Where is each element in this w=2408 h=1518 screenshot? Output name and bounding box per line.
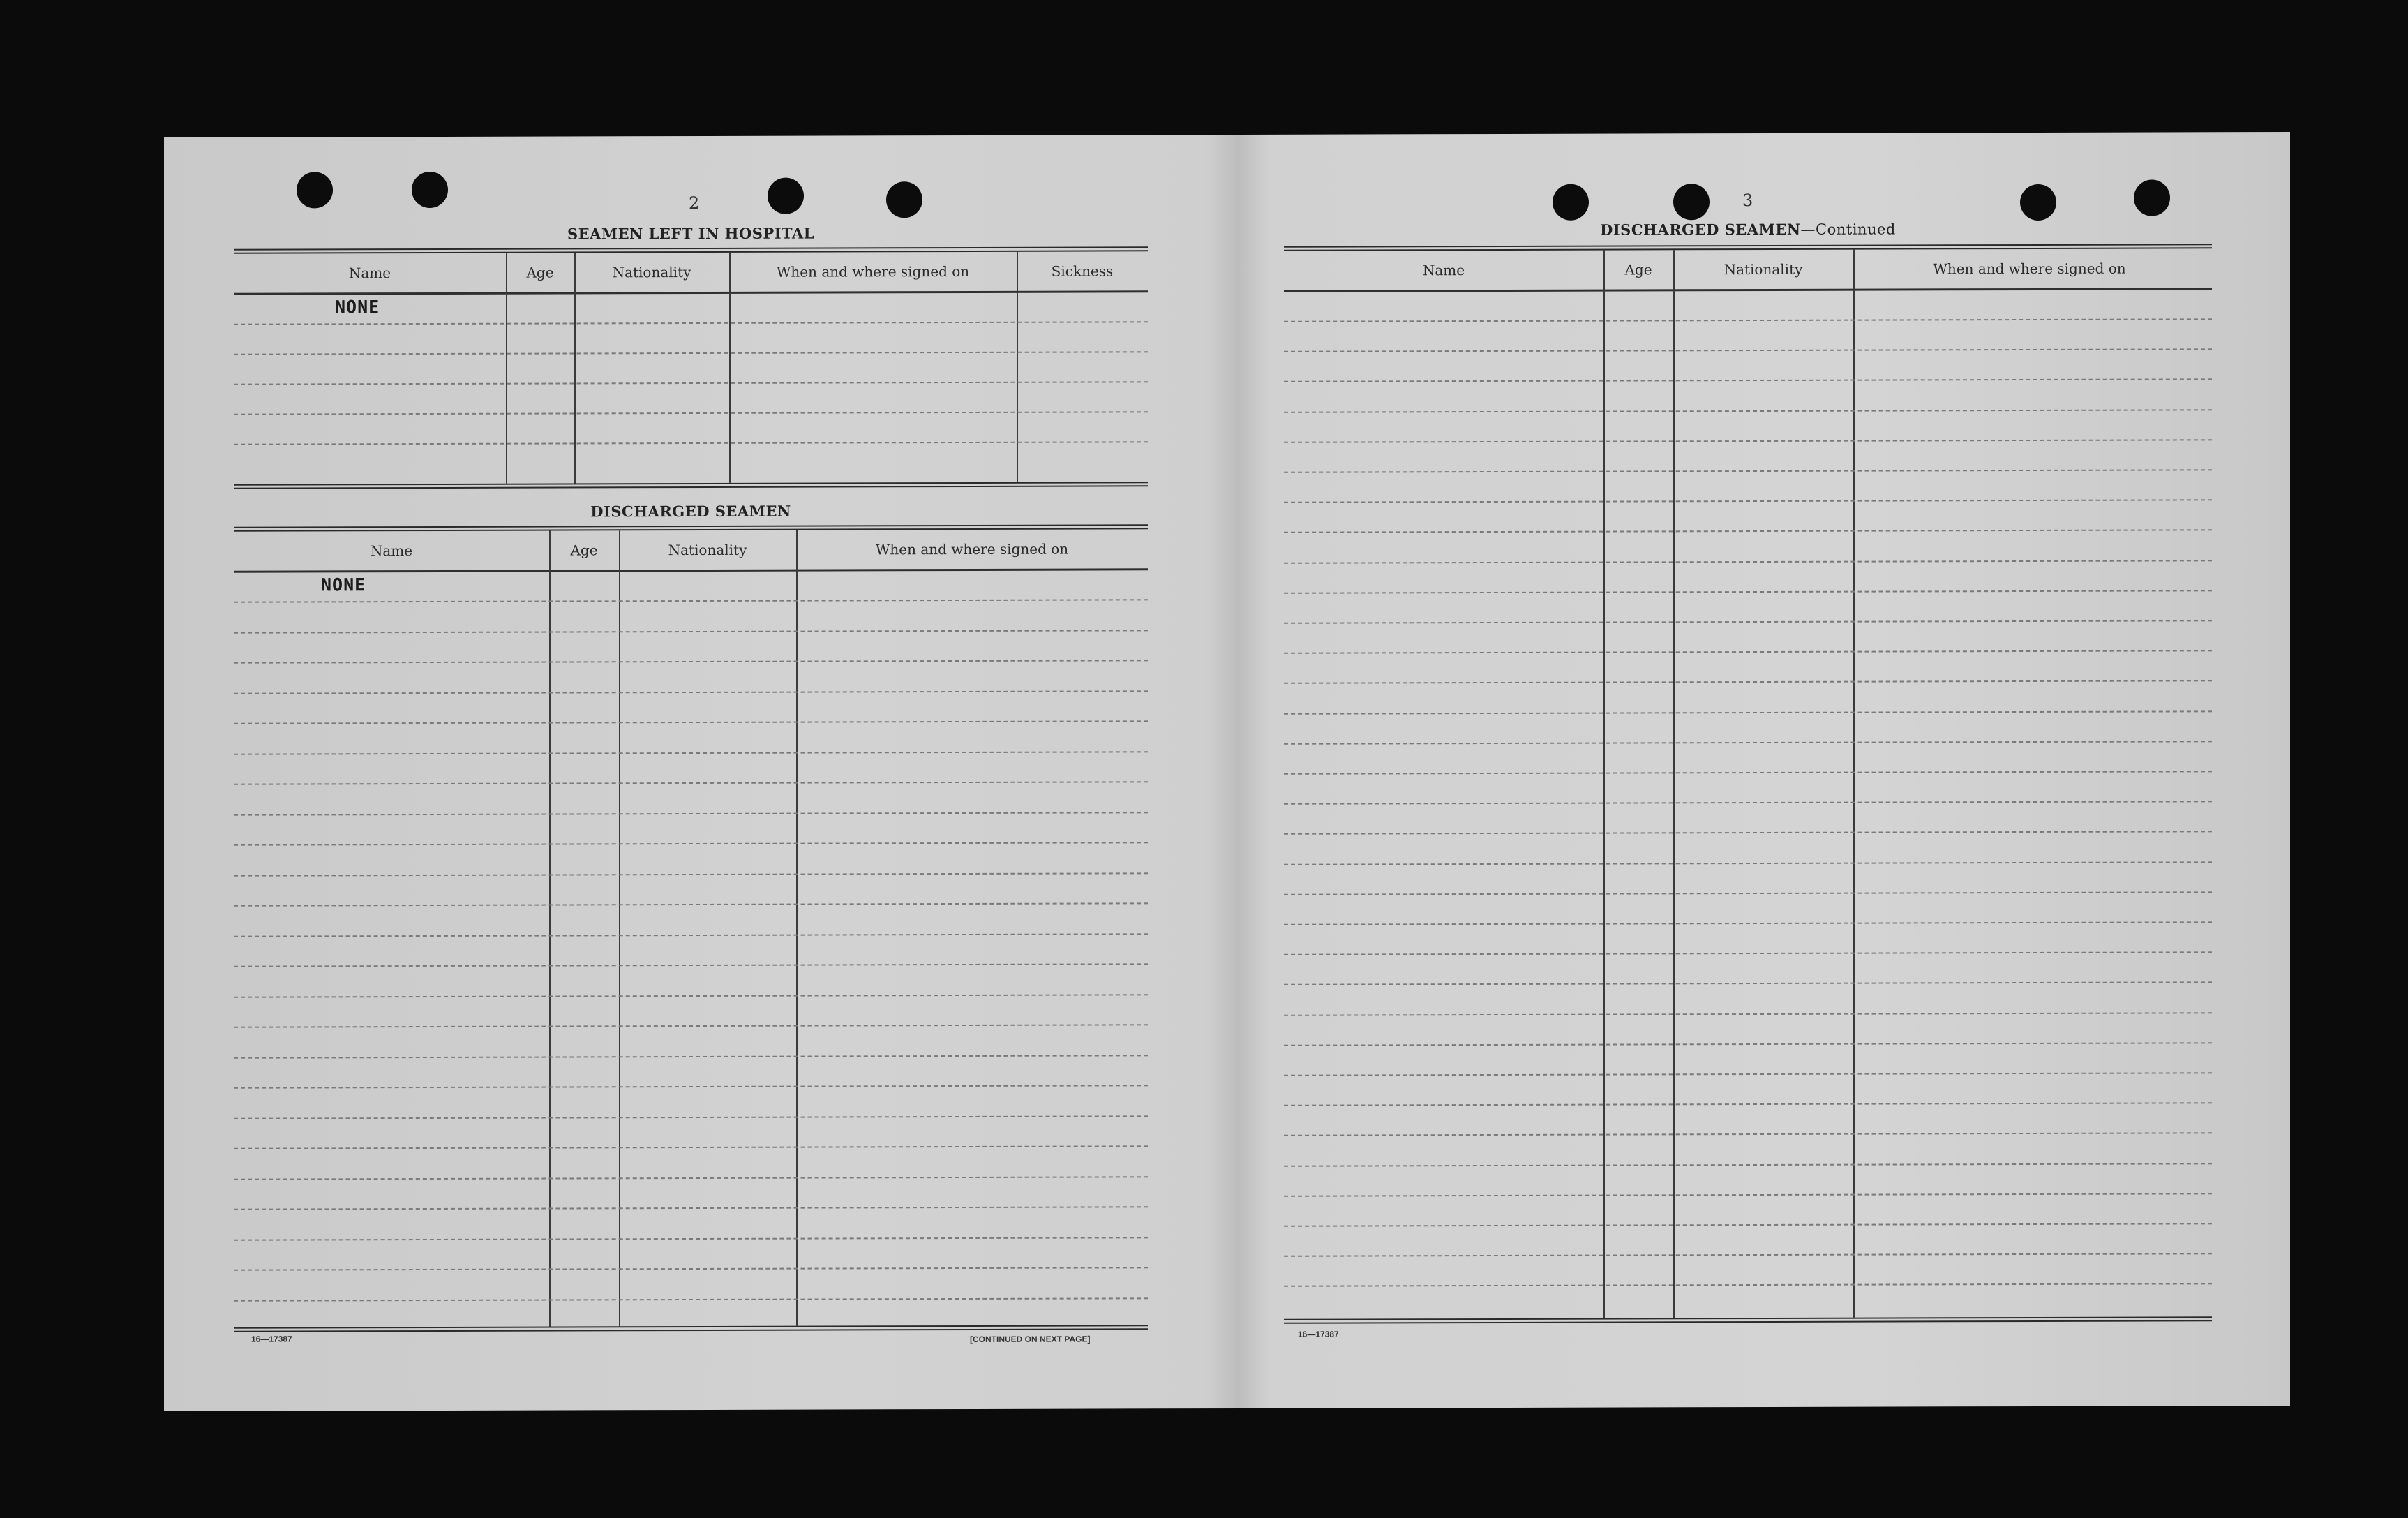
right-section-title-suffix: —Continued (1800, 221, 1896, 238)
ruled-line (1284, 951, 2212, 955)
ruled-line (234, 963, 1148, 967)
right-form-number: 16—17387 (1298, 1329, 1339, 1339)
col-header-nationality: Nationality (1723, 260, 1803, 278)
ruled-line (234, 351, 1148, 355)
ruled-line (1284, 1223, 2212, 1226)
ruled-line (1284, 650, 2212, 653)
col-header-when-where: When and where signed on (1933, 260, 2126, 278)
ruled-line (1284, 861, 2212, 865)
col-header-age: Age (570, 542, 598, 559)
punch-hole (1553, 184, 1589, 221)
ruled-line (234, 872, 1148, 876)
ruled-line (1284, 379, 2212, 382)
ruled-line (234, 1267, 1148, 1270)
left-page-number: 2 (689, 193, 700, 214)
ruled-line (234, 812, 1148, 815)
hospital-entry: NONE (335, 297, 380, 318)
ruled-line (1284, 1163, 2212, 1166)
ruled-line (234, 933, 1148, 937)
ruled-line (1284, 1283, 2212, 1287)
ruled-line (1284, 318, 2212, 322)
ruled-line (234, 842, 1148, 845)
col-header-nationality: Nationality (668, 541, 747, 559)
col-header-name: Name (1422, 262, 1465, 279)
column-divider (506, 253, 507, 484)
ruled-line (234, 690, 1148, 694)
right-section-title-main: DISCHARGED SEAMEN (1600, 220, 1801, 239)
ruled-line (1284, 590, 2212, 593)
punch-hole (886, 181, 922, 218)
punch-hole (1673, 184, 1710, 220)
ruled-line (234, 781, 1148, 784)
ruled-line (234, 381, 1148, 385)
column-divider (1017, 252, 1018, 482)
ruled-line (234, 720, 1148, 724)
ruled-line (1284, 560, 2212, 563)
ruled-line (1284, 710, 2212, 714)
ruled-line (1284, 1072, 2212, 1076)
hospital-section-title: SEAMEN LEFT IN HOSPITAL (567, 224, 815, 243)
ruled-line (234, 1085, 1148, 1088)
ruled-line (234, 1237, 1148, 1240)
ruled-line (1284, 499, 2212, 503)
ruled-line (1284, 530, 2212, 533)
right-page-number: 3 (1742, 191, 1753, 211)
discharged-table-header (234, 529, 1148, 572)
left-form-number: 16—17387 (251, 1334, 292, 1344)
continued-note: [CONTINUED ON NEXT PAGE] (970, 1334, 1091, 1344)
ruled-line (1284, 741, 2212, 744)
ruled-line (1284, 1102, 2212, 1106)
ruled-line (1284, 620, 2212, 623)
col-header-sickness: Sickness (1051, 262, 1114, 280)
ruled-line (234, 1055, 1148, 1058)
column-divider (729, 253, 731, 483)
punch-hole (768, 178, 804, 214)
ruled-line (234, 1024, 1148, 1027)
col-header-age: Age (1624, 261, 1652, 278)
discharged-entry: NONE (321, 574, 366, 595)
column-divider (796, 530, 798, 1326)
document-spread (164, 132, 2290, 1411)
right-section-title (1284, 219, 2212, 239)
ruled-line (1284, 1012, 2212, 1015)
ruled-line (234, 321, 1148, 325)
punch-hole (2134, 179, 2170, 216)
ruled-line (1284, 1133, 2212, 1136)
ruled-line (1284, 409, 2212, 412)
ruled-line (234, 902, 1148, 906)
ruled-line (234, 1297, 1148, 1301)
ruled-line (1284, 831, 2212, 835)
ruled-line (234, 441, 1148, 445)
ruled-line (234, 1176, 1148, 1180)
ruled-line (234, 1115, 1148, 1119)
column-divider (549, 531, 551, 1327)
discharged-continued-table-header (1284, 248, 2212, 292)
ruled-line (1284, 891, 2212, 895)
col-header-when-where: When and where signed on (776, 262, 970, 281)
ruled-line (1284, 771, 2212, 774)
col-header-name: Name (370, 542, 413, 560)
ruled-line (234, 994, 1148, 997)
ruled-line (234, 660, 1148, 663)
discharged-table (234, 524, 1148, 1332)
ruled-line (1284, 439, 2212, 442)
ruled-line (1284, 1193, 2212, 1196)
ruled-line (1284, 982, 2212, 985)
ruled-line (234, 599, 1148, 602)
ruled-line (1284, 1253, 2212, 1256)
ruled-line (1284, 348, 2212, 352)
ruled-line (234, 1145, 1148, 1149)
ruled-line (1284, 1042, 2212, 1046)
col-header-name: Name (348, 265, 391, 282)
ruled-line (234, 751, 1148, 754)
ruled-line (234, 1206, 1148, 1210)
punch-hole (2020, 184, 2056, 221)
col-header-nationality: Nationality (612, 264, 691, 281)
col-header-age: Age (526, 264, 554, 281)
ruled-line (234, 630, 1148, 633)
ruled-line (1284, 801, 2212, 804)
column-divider (574, 253, 576, 483)
ruled-line (1284, 921, 2212, 925)
punch-hole (412, 172, 448, 208)
discharged-section-title: DISCHARGED SEAMEN (590, 502, 791, 521)
col-header-when-where: When and where signed on (875, 540, 1069, 558)
discharged-continued-table (1284, 244, 2212, 1323)
hospital-table-header (234, 251, 1148, 295)
ruled-line (1284, 469, 2212, 472)
punch-hole (297, 172, 333, 208)
hospital-table (234, 246, 1148, 489)
ruled-line (234, 411, 1148, 415)
column-divider (619, 530, 620, 1326)
ruled-line (1284, 680, 2212, 684)
